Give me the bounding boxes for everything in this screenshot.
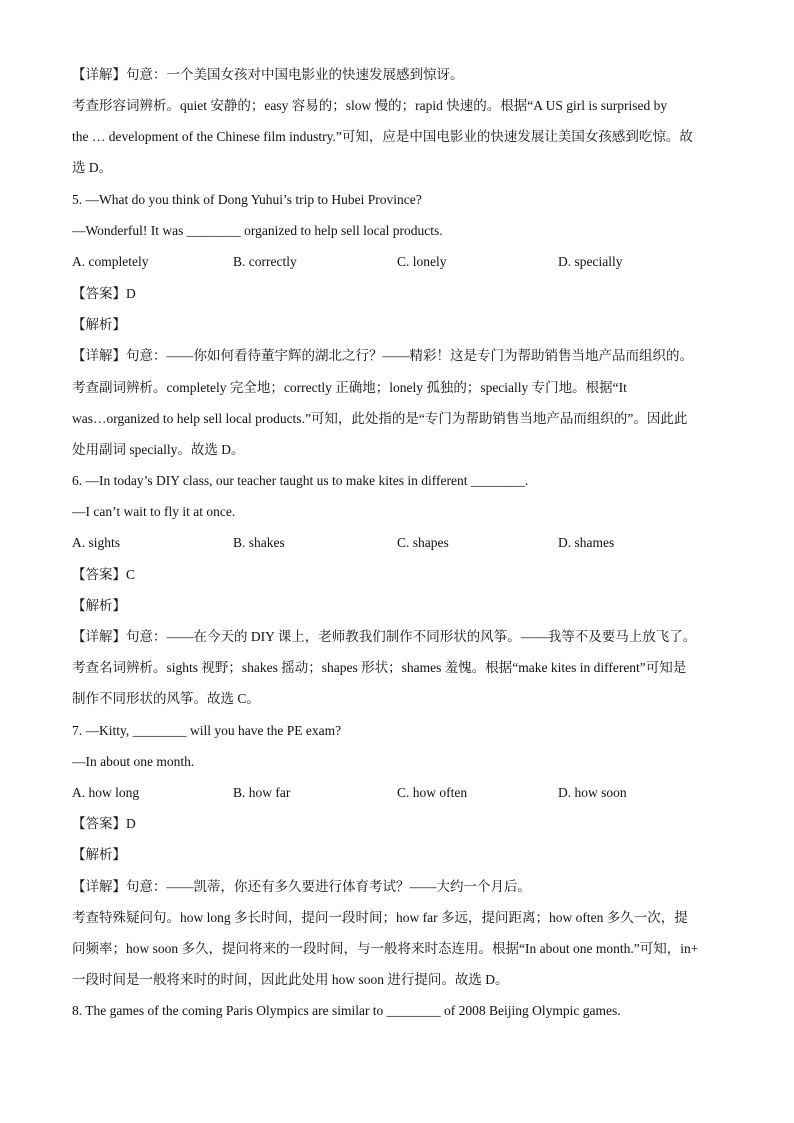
question-6-stem: 6. —In today’s DIY class, our teacher taught us to make kites in different ________. [72,473,529,488]
option-a: A. sights [72,535,121,550]
option-a: A. how long [72,785,140,800]
analysis-text: 问频率；how soon 多久，提问将来的一段时间，与一般将来时态连用。根据“In about one month.”可知，in+ [72,941,699,956]
option-d: D. specially [558,254,623,269]
answer-label: 【答案】D [72,286,136,301]
answer-label: 【答案】D [72,816,136,831]
analysis-text: 制作不同形状的风筝。故选 C。 [72,691,260,706]
option-c: C. how often [397,785,468,800]
detail-explanation-q6: 【详解】句意：——在今天的 DIY 课上，老师教我们制作不同形状的风筝。——我等不及要马上放飞了。 [72,629,697,644]
analysis-text: was…organized to help sell local products.”可知，此处指的是“专门为帮助销售当地产品而组织的”。因此此 [72,411,688,426]
analysis-text: 考查副词辨析。completely 完全地；correctly 正确地；lonely 孤独的；specially 专门地。根据“It [72,380,627,395]
analysis-label: 【解析】 [72,317,126,332]
detail-explanation-q5: 【详解】句意：——你如何看待董宇辉的湖北之行？——精彩！这是专门为帮助销售当地产品而组织的。 [72,348,693,363]
question-7-options [72,783,732,803]
question-5-stem: 5. —What do you think of Dong Yuhui’s trip to Hubei Province? [72,192,422,207]
analysis-text: 选 D。 [72,160,113,175]
question-6-response: —I can’t wait to fly it at once. [72,504,236,519]
answer-label: 【答案】C [72,567,136,582]
option-b: B. correctly [233,254,297,269]
question-5-options [72,252,732,272]
option-d: D. shames [558,535,615,550]
analysis-text: 考查特殊疑问句。how long 多长时间，提问一段时间；how far 多远，提问距离；how often 多久一次，提 [72,910,688,925]
option-c: C. shapes [397,535,449,550]
analysis-text: 考查名词辨析。sights 视野；shakes 摇动；shapes 形状；shames 羞愧。根据“make kites in different”可知是 [72,660,687,675]
option-b: B. shakes [233,535,285,550]
question-5-response: —Wonderful! It was ________ organized to help sell local products. [72,223,443,238]
option-b: B. how far [233,785,291,800]
analysis-text: 一段时间是一般将来时的时间，因此此处用 how soon 进行提问。故选 D。 [72,972,509,987]
option-c: C. lonely [397,254,447,269]
detail-explanation-q4: 【详解】句意：一个美国女孩对中国电影业的快速发展感到惊讶。 [72,67,464,82]
question-6-options [72,533,732,553]
analysis-text: 处用副词 specially。故选 D。 [72,442,245,457]
option-a: A. completely [72,254,149,269]
question-7-response: —In about one month. [72,754,195,769]
analysis-text: the … development of the Chinese film industry.”可知，应是中国电影业的快速发展让美国女孩感到吃惊。故 [72,129,693,144]
question-7-stem: 7. —Kitty, ________ will you have the PE exam? [72,723,342,738]
analysis-label: 【解析】 [72,847,126,862]
analysis-label: 【解析】 [72,598,126,613]
analysis-text: 考查形容词辨析。quiet 安静的；easy 容易的；slow 慢的；rapid 快速的。根据“A US girl is surprised by [72,98,668,113]
question-8-stem: 8. The games of the coming Paris Olympics are similar to ________ of 2008 Beijing Olympic games. [72,1003,621,1018]
detail-explanation-q7: 【详解】句意：——凯蒂，你还有多久要进行体育考试？——大约一个月后。 [72,879,531,894]
option-d: D. how soon [558,785,627,800]
